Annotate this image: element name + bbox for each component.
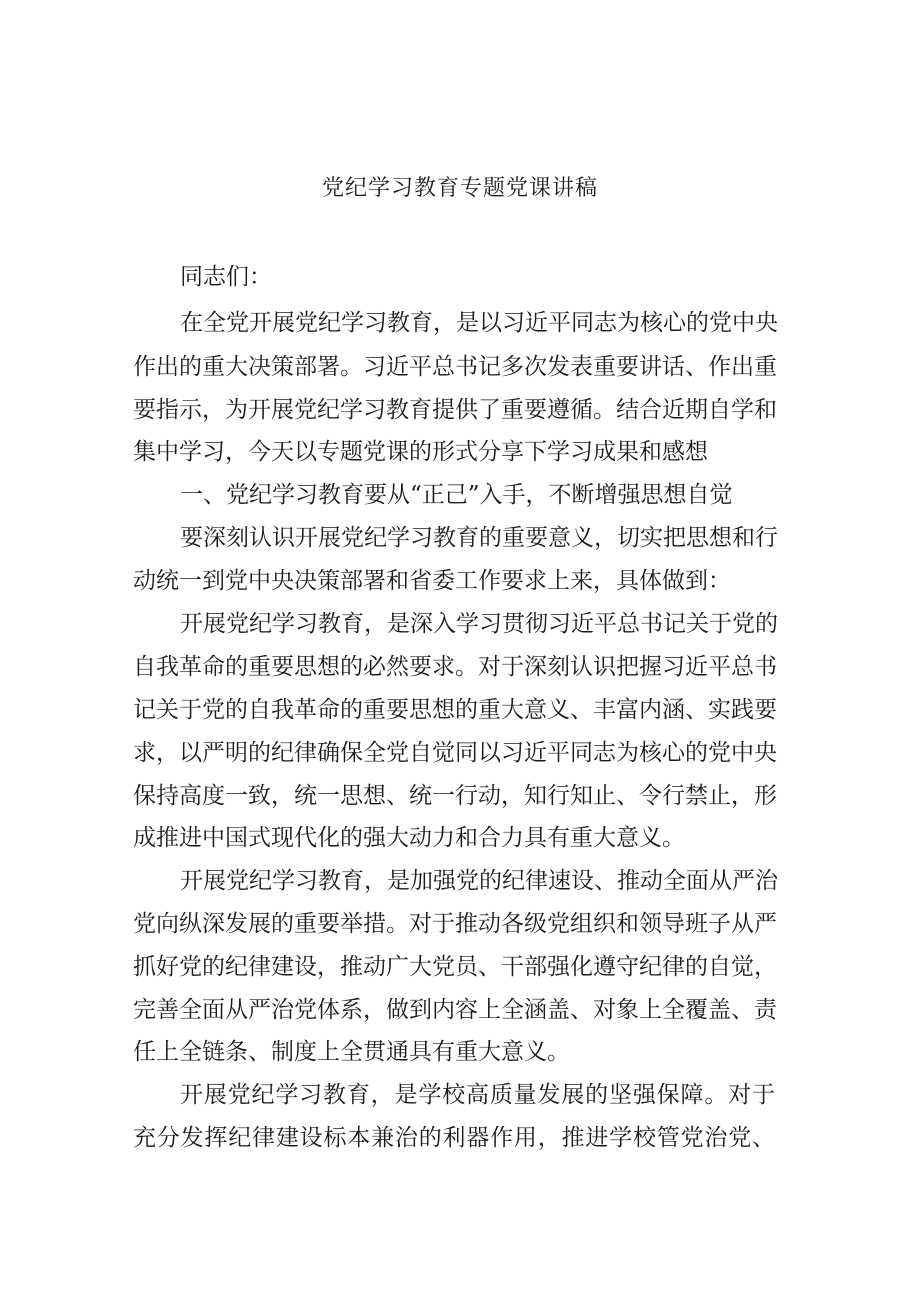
body-text-line: 开展党纪学习教育，是加强党的纪律速设、推动全面从严治 xyxy=(180,868,778,894)
body-text-line: 动统一到党中央决策部署和省委工作要求上来，具体做到： xyxy=(133,568,731,594)
body-text-line: 充分发挥纪律建设标本兼治的利器作用，推进学校管党治党、 xyxy=(133,1125,775,1151)
body-text-line: 开展党纪学习教育，是学校高质量发展的坚强保障。对于 xyxy=(180,1082,775,1108)
document-title: 党纪学习教育专题党课讲稿 xyxy=(321,176,598,201)
body-text-line: 要深刻认识开展党纪学习教育的重要意义，切实把思想和行 xyxy=(180,525,778,551)
body-text-line: 抓好党的纪律建设，推动广大党员、干部强化遵守纪律的自觉， xyxy=(133,954,777,980)
body-text-line: 求，以严明的纪律确保全党自觉同以习近平同志为核心的党中央 xyxy=(133,740,777,766)
body-text-line: 在全党开展党纪学习教育，是以习近平同志为核心的党中央 xyxy=(180,310,778,336)
body-text-line: 集中学习，今天以专题党课的形式分享下学习成果和感想 xyxy=(133,439,708,465)
body-text-line: 要指示，为开展党纪学习教育提供了重要遵循。结合近期自学和 xyxy=(133,397,777,423)
salutation: 同志们： xyxy=(180,264,272,290)
body-text-line: 开展党纪学习教育，是深入学习贯彻习近平总书记关于党的 xyxy=(180,611,778,637)
body-text-line: 一、党纪学习教育要从“正己”入手，不断增强思想自觉 xyxy=(180,482,733,508)
body-text-line: 保持高度一致，统一思想、统一行动，知行知止、令行禁止，形 xyxy=(133,783,777,809)
body-text-line: 自我革命的重要思想的必然要求。对于深刻认识把握习近平总书 xyxy=(133,654,777,680)
body-text-line: 记关于党的自我革命的重要思想的重大意义、丰富内涵、实践要 xyxy=(133,697,777,723)
body-text-line: 完善全面从严治党体系，做到内容上全涵盖、对象上全覆盖、责 xyxy=(133,997,777,1023)
body-text-line: 成推进中国式现代化的强大动力和合力具有重大意义。 xyxy=(133,825,685,851)
body-text-line: 作出的重大决策部署。习近平总书记多次发表重要讲话、作出重 xyxy=(133,354,777,380)
body-text-line: 党向纵深发展的重要举措。对于推动各级党组织和领导班子从严 xyxy=(133,911,777,937)
body-text-line: 任上全链条、制度上全贯通具有重大意义。 xyxy=(133,1039,570,1065)
